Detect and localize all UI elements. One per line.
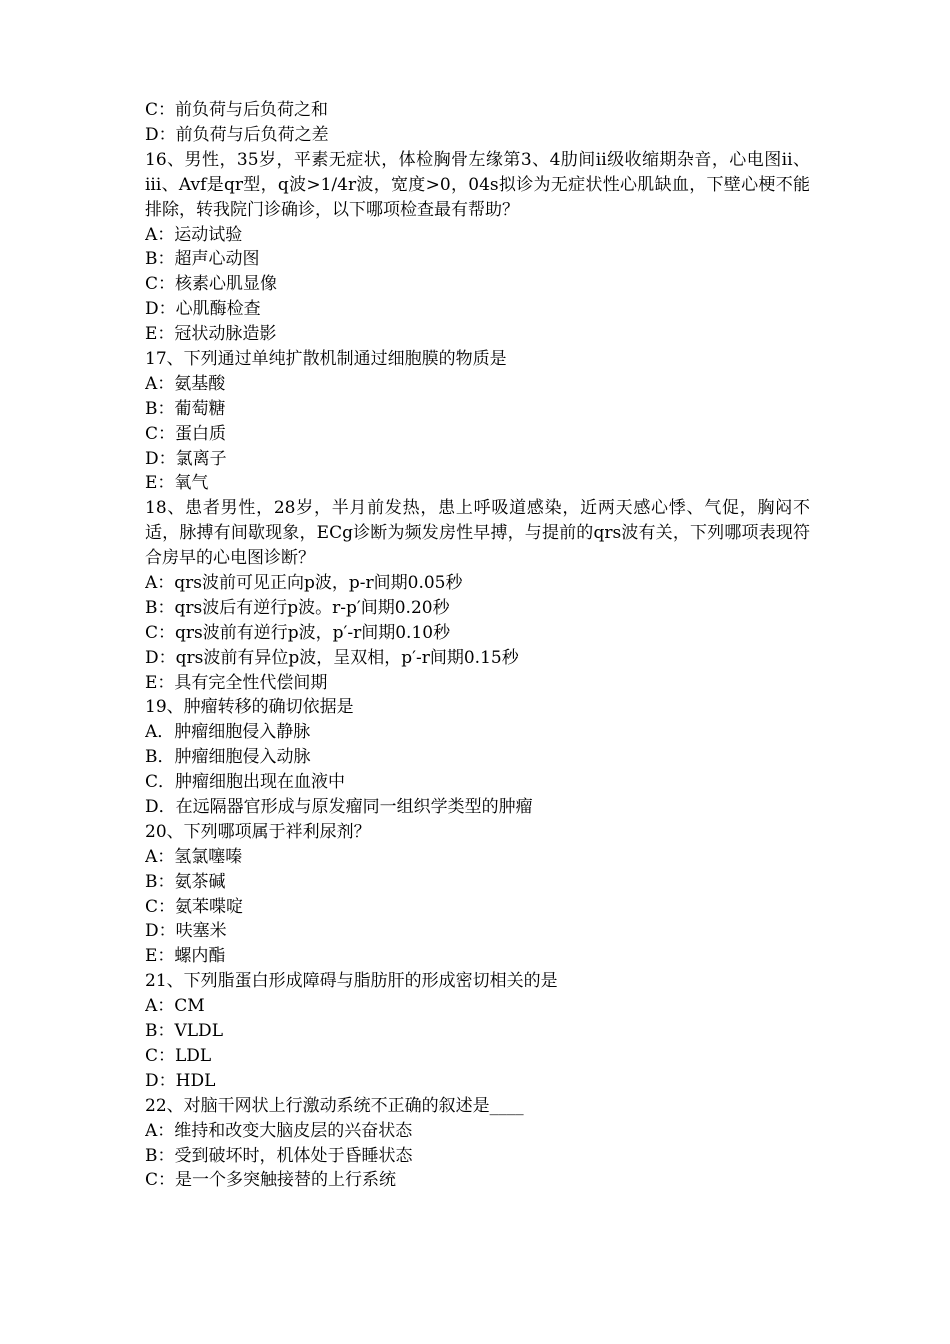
q16-option-e: E：冠状动脉造影: [145, 324, 277, 345]
q17-option-b: B：葡萄糖: [145, 398, 226, 419]
q22-option-a: A：维持和改变大脑皮层的兴奋状态: [145, 1120, 413, 1141]
q18-option-a: A：qrs波前可见正向p波，p-r间期0.05秒: [145, 573, 463, 594]
q20-option-c: C：氨苯喋啶: [145, 896, 244, 917]
q20-option-d: D：呋塞米: [145, 921, 227, 942]
q21-option-b: B：VLDL: [145, 1021, 223, 1042]
question-20-stem: 20、下列哪项属于袢利尿剂？: [145, 821, 371, 842]
q19-option-b: B．肿瘤细胞侵入动脉: [145, 747, 311, 768]
q17-option-e: E：氧气: [145, 473, 209, 494]
q18-option-c: C：qrs波前有逆行p波，p′-r间期0.10秒: [145, 622, 451, 643]
q16-option-b: B：超声心动图: [145, 249, 260, 270]
q21-option-a: A：CM: [145, 996, 205, 1017]
q16-option-a: A：运动试验: [145, 224, 243, 245]
q19-option-d: D．在远隔器官形成与原发瘤同一组织学类型的肿瘤: [145, 797, 533, 818]
q17-option-d: D：氯离子: [145, 448, 227, 469]
q18-option-d: D：qrs波前有异位p波，呈双相，p′-r间期0.15秒: [145, 647, 519, 668]
option-line: D：前负荷与后负荷之差: [145, 124, 329, 145]
q21-option-c: C：LDL: [145, 1045, 212, 1066]
q17-option-a: A：氨基酸: [145, 373, 226, 394]
option-line: C：前负荷与后负荷之和: [145, 100, 329, 120]
q22-option-c: C：是一个多突触接替的上行系统: [145, 1170, 397, 1191]
q22-option-b: B：受到破坏时，机体处于昏睡状态: [145, 1145, 413, 1166]
document-page: [145, 98, 810, 1193]
question-18-stem: 18、患者男性，28岁，半月前发热，患上呼吸道感染，近两天感心悸、气促，胸闷不适，脉搏有间歇现象，ECg诊断为频发房性早搏，与提前的qrs波有关，下列哪项表现符合房早的心电图诊断？: [145, 498, 810, 569]
question-21-stem: 21、下列脂蛋白形成障碍与脂肪肝的形成密切相关的是: [145, 971, 558, 992]
q16-option-d: D：心肌酶检查: [145, 299, 261, 320]
q19-option-c: C．肿瘤细胞出现在血液中: [145, 772, 346, 793]
q20-option-e: E：螺内酯: [145, 946, 226, 967]
q18-option-b: B：qrs波后有逆行p波。r-p′间期0.20秒: [145, 597, 450, 618]
q20-option-b: B：氨茶碱: [145, 871, 226, 892]
question-19-stem: 19、肿瘤转移的确切依据是: [145, 697, 354, 718]
q18-option-e: E：具有完全性代偿间期: [145, 672, 328, 693]
q16-option-c: C：核素心肌显像: [145, 274, 278, 295]
q19-option-a: A．肿瘤细胞侵入静脉: [145, 722, 311, 743]
q20-option-a: A：氢氯噻嗪: [145, 846, 243, 867]
q17-option-c: C：蛋白质: [145, 423, 227, 444]
question-17-stem: 17、下列通过单纯扩散机制通过细胞膜的物质是: [145, 348, 507, 369]
question-16-stem: 16、男性，35岁，平素无症状，体检胸骨左缘第3、4肋间ii级收缩期杂音，心电图ii、iii、Avf是qr型，q波>1/4r波，宽度>0，04s拟诊为无症状性心肌缺血，下壁心梗不能排除，转我院门诊确诊，以下哪项检查最有帮助？: [145, 149, 810, 220]
question-22-stem: 22、对脑干网状上行激动系统不正确的叙述是____: [145, 1095, 524, 1116]
q21-option-d: D：HDL: [145, 1070, 216, 1091]
